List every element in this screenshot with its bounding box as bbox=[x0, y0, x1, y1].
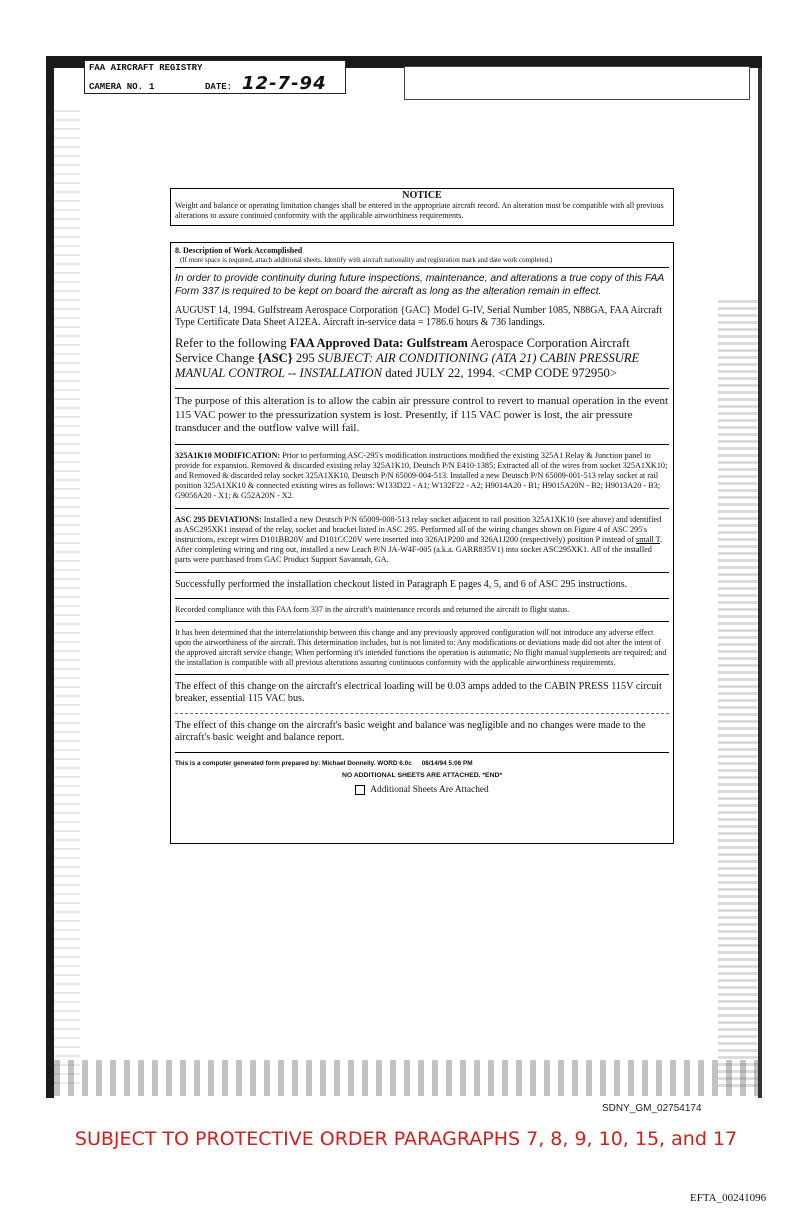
notice-box bbox=[170, 188, 674, 226]
aircraft-info-paragraph: AUGUST 14, 1994. Gulfstream Aerospace Corporation {GAC} Model G-IV, Serial Number 1085, N88GA, FAA Aircraft Type Certificate Data Sheet A12EA. Aircraft in-service data = 1786.6 hours & 736 landings. bbox=[175, 305, 663, 328]
divider bbox=[175, 713, 669, 714]
additional-sheets-line bbox=[175, 784, 669, 796]
approved-data-lead: Refer to the following bbox=[175, 336, 287, 350]
prepared-by-line bbox=[175, 759, 669, 768]
scan-noise-right bbox=[718, 300, 758, 1090]
approved-data-paragraph bbox=[175, 336, 669, 381]
deviations-text-a: Installed a new Deutsch P/N 65009-008-513 relay socket adjacent to rail position 325A1XK10 (see above) and identified as ASC295XK1 instead of the relay, socket and bracket listed in ASC 295. Performed all of the wiring changes shown on Figure 4 of ASC 295's instructions, except wires D101BB20V and D101CC20V were inserted into 326A1P200 and 326A1J200 (respectively) position P instead of bbox=[175, 514, 662, 544]
weight-balance-paragraph: The effect of this change on the aircraft's basic weight and balance was negligible and no changes were made to the aircraft's basic weight and balance report. bbox=[175, 719, 646, 744]
checkout-paragraph: Successfully performed the installation checkout listed in Paragraph E pages 4, 5, and 6 of ASC 295 instructions. bbox=[175, 578, 628, 590]
additional-sheets-label: Additional Sheets Are Attached bbox=[370, 784, 489, 795]
no-sheets-line: NO ADDITIONAL SHEETS ARE ATTACHED. *END* bbox=[341, 771, 503, 779]
stamp-date: 12-7-94 bbox=[242, 73, 327, 94]
small-t-underlined: small T bbox=[636, 534, 661, 544]
section-8-title: 8. Description of Work Accomplished bbox=[175, 246, 303, 255]
prepared-by: This is a computer generated form prepared by: Michael Donnelly. WORD 6.0c bbox=[175, 759, 412, 767]
determination-paragraph: It has been determined that the interrelationship between this change and any previously approved configuration will not introduce any adverse effect upon the airworthiness of the aircraft. This determination includes, but is not limited to: Any modifications or deviations made did not alter the intent of the approved aircraft service change; When performing it's intended functions the operation is automatic; No flight manual supplements are required; and the installation is compatible with all previous alterations assuring continuous conformity with the applicable airworthiness requirements. bbox=[175, 627, 667, 667]
notice-body: Weight and balance or operating limitation changes shall be entered in the appropriate aircraft record. An alteration must be compatible with all previous alterations to assure continued conformity with the applicable airworthiness requirements. bbox=[175, 201, 664, 220]
timestamp: 08/14/94 5:06 PM bbox=[421, 759, 473, 767]
efta-number: EFTA_00241096 bbox=[690, 1192, 767, 1204]
compliance-paragraph: Recorded compliance with this FAA form 337 in the aircraft's maintenance records and returned the aircraft to flight status. bbox=[175, 604, 570, 614]
gulfstream-word: Gulfstream bbox=[406, 336, 468, 350]
cmp-code: <CMP CODE 972950> bbox=[498, 366, 617, 380]
modification-label: 325A1K10 MODIFICATION: bbox=[175, 450, 281, 460]
scan-noise-left bbox=[54, 110, 80, 1090]
protective-order-banner: SUBJECT TO PROTECTIVE ORDER PARAGRAPHS 7, 8, 9, 10, 15, and 17 bbox=[74, 1128, 738, 1150]
approved-data-label: FAA Approved Data: bbox=[289, 336, 404, 350]
divider bbox=[175, 674, 669, 675]
divider bbox=[175, 388, 669, 389]
asc-number: 295 bbox=[295, 351, 315, 365]
camera-value: 1 bbox=[149, 82, 155, 92]
purpose-text-a: The purpose of this alteration is to allow the cabin air pressure control to revert to manual operation in the event 115 VAC power to the pressurization system is lost. bbox=[175, 395, 669, 421]
divider bbox=[175, 572, 669, 573]
asc-date: JULY 22, 1994. bbox=[415, 366, 496, 380]
approved-data-mid: Aerospace Corporation Aircraft Service Change bbox=[175, 336, 630, 365]
section-8-subheading: (If more space is required, attach additional sheets. Identify with aircraft nationality and registration mark and date work completed.) bbox=[180, 256, 553, 264]
camera-label: CAMERA NO. bbox=[89, 82, 144, 92]
dated-word: dated bbox=[385, 366, 413, 380]
asc-subject: SUBJECT: AIR CONDITIONING (ATA 21) CABIN PRESSURE MANUAL CONTROL -- INSTALLATION bbox=[175, 351, 640, 380]
divider bbox=[175, 752, 669, 753]
divider bbox=[175, 444, 669, 445]
divider bbox=[175, 267, 669, 268]
divider bbox=[175, 598, 669, 599]
section-8-heading bbox=[175, 246, 669, 265]
notice-title: NOTICE bbox=[402, 190, 442, 201]
deviations-paragraph bbox=[175, 515, 669, 565]
registry-stamp bbox=[84, 60, 346, 94]
checkbox-icon bbox=[355, 785, 365, 795]
bates-number: SDNY_GM_02754174 bbox=[602, 1103, 702, 1114]
divider bbox=[175, 508, 669, 509]
registry-title: FAA AIRCRAFT REGISTRY bbox=[89, 63, 203, 73]
asc-tag: {ASC} bbox=[257, 351, 293, 365]
deviations-text-b: . After completing wiring and ring out, installed a new Leach P/N JA-W4F-005 (a.k.a. GARR835V1) into socket ASC295XK1. All of the installed parts were purchased from GAC Product Support Savannah, GA. bbox=[175, 534, 663, 564]
electrical-paragraph: The effect of this change on the aircraft's electrical loading will be 0.03 amps added to the CABIN PRESS 115V circuit breaker, essential 115 VAC bus. bbox=[175, 680, 662, 705]
continuity-paragraph: In order to provide continuity during future inspections, maintenance, and alterations a true copy of this FAA Form 337 is required to be kept on board the aircraft as long as the alteration remain in effect. bbox=[175, 273, 664, 297]
divider bbox=[175, 621, 669, 622]
deviations-label: ASC 295 DEVIATIONS: bbox=[175, 514, 262, 524]
scan-noise-bottom bbox=[54, 1060, 758, 1096]
date-label: DATE: bbox=[205, 82, 233, 92]
purpose-text-b: Presently, if 115 VAC power is lost, the air pressure transducer and the outflow valve will fail. bbox=[175, 408, 633, 434]
modification-text: Prior to performing ASC-295's modification instructions modified the existing 325A1 Relay & Junction panel to provide for expansion. Removed & discarded existing relay 325A1K10, Deutsch P/N E410-1385; Extracted all of the wires from socket 325A1XK10; and Removed & discarded relay socket 325A1XK10, Deutsch P/N 65009-004-513. Installed a new Deutsch P/N 65009-001-513 relay socket at rail position 325A1XK10 & connected existing wires as follows: W133D22 - A1; W132F22 - A2; H9014A20 - B1; H9015A20N - B2; H9013A20 - B3; G9056A20 - X1; & G52A20N - X2. bbox=[175, 450, 668, 500]
modification-paragraph bbox=[175, 451, 669, 501]
description-of-work-box bbox=[170, 242, 674, 844]
purpose-paragraph bbox=[175, 395, 669, 436]
top-right-box bbox=[404, 66, 750, 100]
